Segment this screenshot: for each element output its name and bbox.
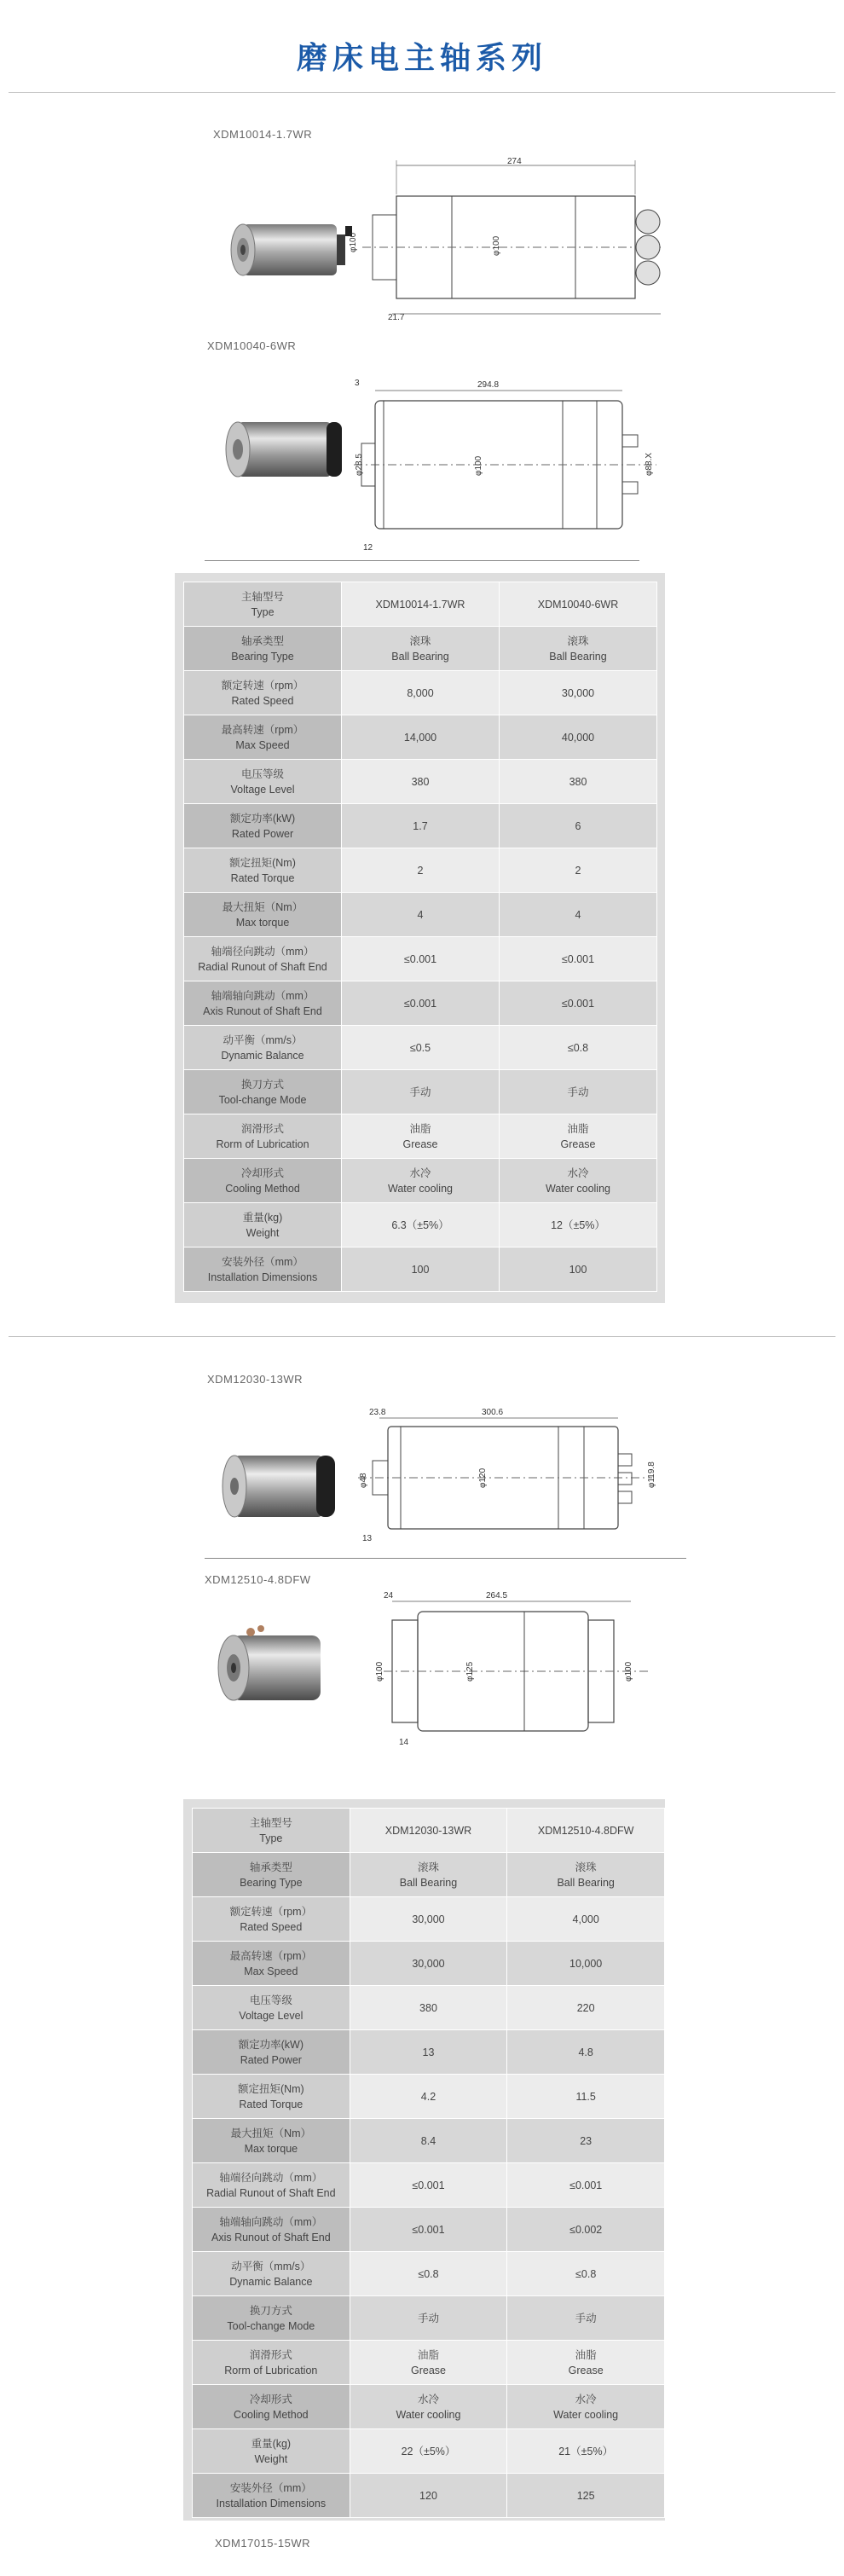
dim-d4-2: 3 — [355, 379, 360, 388]
row-value-col1: 油脂 Grease — [342, 1114, 500, 1159]
row-value-col2: 4,000 — [507, 1897, 665, 1942]
table-row — [193, 2119, 665, 2163]
model-label-4: XDM12510-4.8DFW — [205, 1573, 311, 1586]
dim-d3-4: φ100 — [624, 1661, 633, 1682]
dim-d2-2: φ100 — [474, 455, 483, 476]
table-row — [184, 627, 657, 671]
row-label: 换刀方式 Tool-change Mode — [193, 2296, 350, 2341]
table-row — [184, 760, 657, 804]
table-row — [193, 2163, 665, 2208]
row-value-col1: 油脂 Grease — [350, 2341, 507, 2385]
row-value-col1: ≤0.8 — [350, 2252, 507, 2296]
technical-drawing-4 — [358, 1586, 673, 1757]
row-value-col2: 4.8 — [507, 2030, 665, 2075]
table-row — [184, 1114, 657, 1159]
row-label: 安装外径（mm） Installation Dimensions — [193, 2474, 350, 2518]
table-row — [193, 2429, 665, 2474]
model-label-3: XDM12030-13WR — [207, 1373, 303, 1386]
row-value-col2: ≤0.002 — [507, 2208, 665, 2252]
row-value-col2: 手动 — [500, 1070, 657, 1114]
row-value-col1: ≤0.001 — [342, 981, 500, 1026]
row-value-col1: 1.7 — [342, 804, 500, 848]
title-divider — [9, 92, 835, 93]
row-label: 额定扭矩(Nm) Rated Torque — [184, 848, 342, 893]
technical-drawing-3 — [354, 1403, 669, 1548]
row-value-col1: ≤0.001 — [350, 2163, 507, 2208]
table-row — [184, 848, 657, 893]
row-label: 换刀方式 Tool-change Mode — [184, 1070, 342, 1114]
row-value-col1: 14,000 — [342, 715, 500, 760]
row-value-col1: 30,000 — [350, 1897, 507, 1942]
row-label: 润滑形式 Rorm of Lubrication — [193, 2341, 350, 2385]
row-value-col1: 13 — [350, 2030, 507, 2075]
row-label: 额定转速（rpm） Rated Speed — [184, 671, 342, 715]
row-label: 电压等级 Voltage Level — [193, 1986, 350, 2030]
row-value-col2: 100 — [500, 1247, 657, 1292]
row-label: 最高转速（rpm） Max Speed — [184, 715, 342, 760]
row-value-col1: 380 — [342, 760, 500, 804]
section-divider-1 — [205, 560, 639, 561]
row-label: 最高转速（rpm） Max Speed — [193, 1942, 350, 1986]
row-label: 额定扭矩(Nm) Rated Torque — [193, 2075, 350, 2119]
row-label: 重量(kg) Weight — [193, 2429, 350, 2474]
table-row — [184, 981, 657, 1026]
row-value-col1: 4 — [342, 893, 500, 937]
row-value-col2: 220 — [507, 1986, 665, 2030]
row-value-col1: 120 — [350, 2474, 507, 2518]
dim-d4-3: 23.8 — [369, 1408, 386, 1417]
table-row — [193, 2208, 665, 2252]
dim-length-3: 300.6 — [482, 1408, 504, 1417]
model-label-1: XDM10014-1.7WR — [213, 128, 313, 141]
table-row — [193, 2030, 665, 2075]
dim-d2-3: φ120 — [478, 1467, 488, 1488]
row-value-col2: ≤0.001 — [500, 937, 657, 981]
dim-d1-3: φ48 — [359, 1473, 368, 1488]
row-value-col1: 2 — [342, 848, 500, 893]
row-value-col1: 手动 — [342, 1070, 500, 1114]
row-value-col1: 8,000 — [342, 671, 500, 715]
row-value-col2: 水冷 Water cooling — [500, 1159, 657, 1203]
header-col2: XDM10040-6WR — [500, 582, 657, 627]
spindle-photo-1 — [217, 209, 362, 294]
table-row — [193, 1986, 665, 2030]
dim-d3-3: φ119.8 — [647, 1462, 656, 1488]
row-value-col2: 12（±5%） — [500, 1203, 657, 1247]
row-value-col1: 滚珠 Ball Bearing — [342, 627, 500, 671]
table-row — [184, 937, 657, 981]
row-label: 冷却形式 Cooling Method — [184, 1159, 342, 1203]
row-label: 轴端轴向跳动（mm） Axis Runout of Shaft End — [193, 2208, 350, 2252]
table-row — [184, 715, 657, 760]
spec-table-1 — [175, 573, 665, 1303]
row-label: 轴端径向跳动（mm） Radial Runout of Shaft End — [184, 937, 342, 981]
header-col1: XDM10014-1.7WR — [342, 582, 500, 627]
table-row — [193, 1897, 665, 1942]
row-value-col1: 水冷 Water cooling — [342, 1159, 500, 1203]
table-row — [184, 804, 657, 848]
table-row — [193, 2252, 665, 2296]
dim-d1-1: φ100 — [349, 232, 358, 252]
row-value-col2: 10,000 — [507, 1942, 665, 1986]
row-label: 轴端轴向跳动（mm） Axis Runout of Shaft End — [184, 981, 342, 1026]
row-value-col2: 滚珠 Ball Bearing — [507, 1853, 665, 1897]
row-value-col2: 油脂 Grease — [507, 2341, 665, 2385]
header-col1: XDM12030-13WR — [350, 1809, 507, 1853]
header-label: 主轴型号 Type — [184, 582, 342, 627]
row-value-col1: 4.2 — [350, 2075, 507, 2119]
table-row — [193, 1853, 665, 1897]
row-value-col1: 380 — [350, 1986, 507, 2030]
spindle-photo-3 — [216, 1445, 344, 1531]
table-row — [184, 1247, 657, 1292]
dim-d2-4: φ125 — [465, 1661, 475, 1682]
row-value-col2: 30,000 — [500, 671, 657, 715]
section-divider-2 — [9, 1336, 835, 1337]
row-label: 润滑形式 Rorm of Lubrication — [184, 1114, 342, 1159]
row-label: 动平衡（mm/s） Dynamic Balance — [184, 1026, 342, 1070]
table-row — [193, 2385, 665, 2429]
row-label: 额定转速（rpm） Rated Speed — [193, 1897, 350, 1942]
technical-drawing-2 — [350, 367, 665, 563]
row-value-col2: 23 — [507, 2119, 665, 2163]
section-divider-3 — [205, 1558, 686, 1559]
row-value-col1: 22（±5%） — [350, 2429, 507, 2474]
row-value-col1: ≤0.001 — [342, 937, 500, 981]
row-label: 安装外径（mm） Installation Dimensions — [184, 1247, 342, 1292]
table-row — [193, 2341, 665, 2385]
row-label: 重量(kg) Weight — [184, 1203, 342, 1247]
row-value-col1: ≤0.001 — [350, 2208, 507, 2252]
table-row — [184, 671, 657, 715]
row-label: 冷却形式 Cooling Method — [193, 2385, 350, 2429]
table-row — [193, 1942, 665, 1986]
row-label: 额定功率(kW) Rated Power — [184, 804, 342, 848]
dim-d3-2: φ88.X — [645, 452, 654, 476]
table-row — [193, 2296, 665, 2341]
row-value-col2: 21（±5%） — [507, 2429, 665, 2474]
row-value-col1: 手动 — [350, 2296, 507, 2341]
row-value-col2: 手动 — [507, 2296, 665, 2341]
row-value-col2: ≤0.8 — [500, 1026, 657, 1070]
table-row — [184, 1026, 657, 1070]
spindle-photo-2 — [217, 409, 354, 495]
row-value-col2: 油脂 Grease — [500, 1114, 657, 1159]
header-label: 主轴型号 Type — [193, 1809, 350, 1853]
table-row — [193, 2474, 665, 2518]
dim-d4-4: 24 — [384, 1591, 394, 1601]
row-value-col2: 40,000 — [500, 715, 657, 760]
table-row — [184, 893, 657, 937]
row-value-col2: 水冷 Water cooling — [507, 2385, 665, 2429]
dim-d5-2: 12 — [363, 543, 373, 553]
row-value-col1: 30,000 — [350, 1942, 507, 1986]
spindle-photo-4 — [211, 1620, 339, 1714]
dim-d3-1: 21.7 — [388, 313, 405, 322]
row-value-col2: 11.5 — [507, 2075, 665, 2119]
row-value-col2: 4 — [500, 893, 657, 937]
row-label: 轴承类型 Bearing Type — [193, 1853, 350, 1897]
row-value-col1: ≤0.5 — [342, 1026, 500, 1070]
model-label-5: XDM17015-15WR — [215, 2537, 310, 2550]
row-label: 轴承类型 Bearing Type — [184, 627, 342, 671]
row-label: 轴端径向跳动（mm） Radial Runout of Shaft End — [193, 2163, 350, 2208]
row-value-col1: 8.4 — [350, 2119, 507, 2163]
row-value-col1: 100 — [342, 1247, 500, 1292]
page-title: 磨床电主轴系列 — [296, 41, 547, 76]
row-value-col2: ≤0.001 — [507, 2163, 665, 2208]
row-label: 电压等级 Voltage Level — [184, 760, 342, 804]
dim-d5-4: 14 — [399, 1738, 409, 1747]
row-value-col2: 6 — [500, 804, 657, 848]
row-value-col2: 滚珠 Ball Bearing — [500, 627, 657, 671]
dim-d5-3: 13 — [362, 1534, 373, 1543]
row-value-col2: 380 — [500, 760, 657, 804]
table-row — [184, 1159, 657, 1203]
spec-table-2 — [183, 1799, 665, 2521]
dim-length-4: 264.5 — [486, 1591, 508, 1601]
row-label: 额定功率(kW) Rated Power — [193, 2030, 350, 2075]
row-value-col1: 滚珠 Ball Bearing — [350, 1853, 507, 1897]
dim-d1-2: φ28.5 — [355, 454, 364, 476]
table-row — [184, 1203, 657, 1247]
table-row — [193, 2075, 665, 2119]
dim-length-2: 294.8 — [477, 380, 500, 390]
row-value-col2: 2 — [500, 848, 657, 893]
row-value-col1: 水冷 Water cooling — [350, 2385, 507, 2429]
dim-d1-4: φ100 — [375, 1661, 384, 1682]
row-value-col1: 6.3（±5%） — [342, 1203, 500, 1247]
header-col2: XDM12510-4.8DFW — [507, 1809, 665, 1853]
row-value-col2: 125 — [507, 2474, 665, 2518]
row-label: 最大扭矩（Nm） Max torque — [184, 893, 342, 937]
technical-drawing-1 — [349, 153, 678, 324]
dim-length-1: 274 — [507, 157, 522, 166]
row-label: 动平衡（mm/s） Dynamic Balance — [193, 2252, 350, 2296]
row-value-col2: ≤0.001 — [500, 981, 657, 1026]
row-value-col2: ≤0.8 — [507, 2252, 665, 2296]
model-label-2: XDM10040-6WR — [207, 339, 297, 352]
row-label: 最大扭矩（Nm） Max torque — [193, 2119, 350, 2163]
dim-d2-1: φ100 — [492, 235, 501, 256]
table-row — [184, 1070, 657, 1114]
